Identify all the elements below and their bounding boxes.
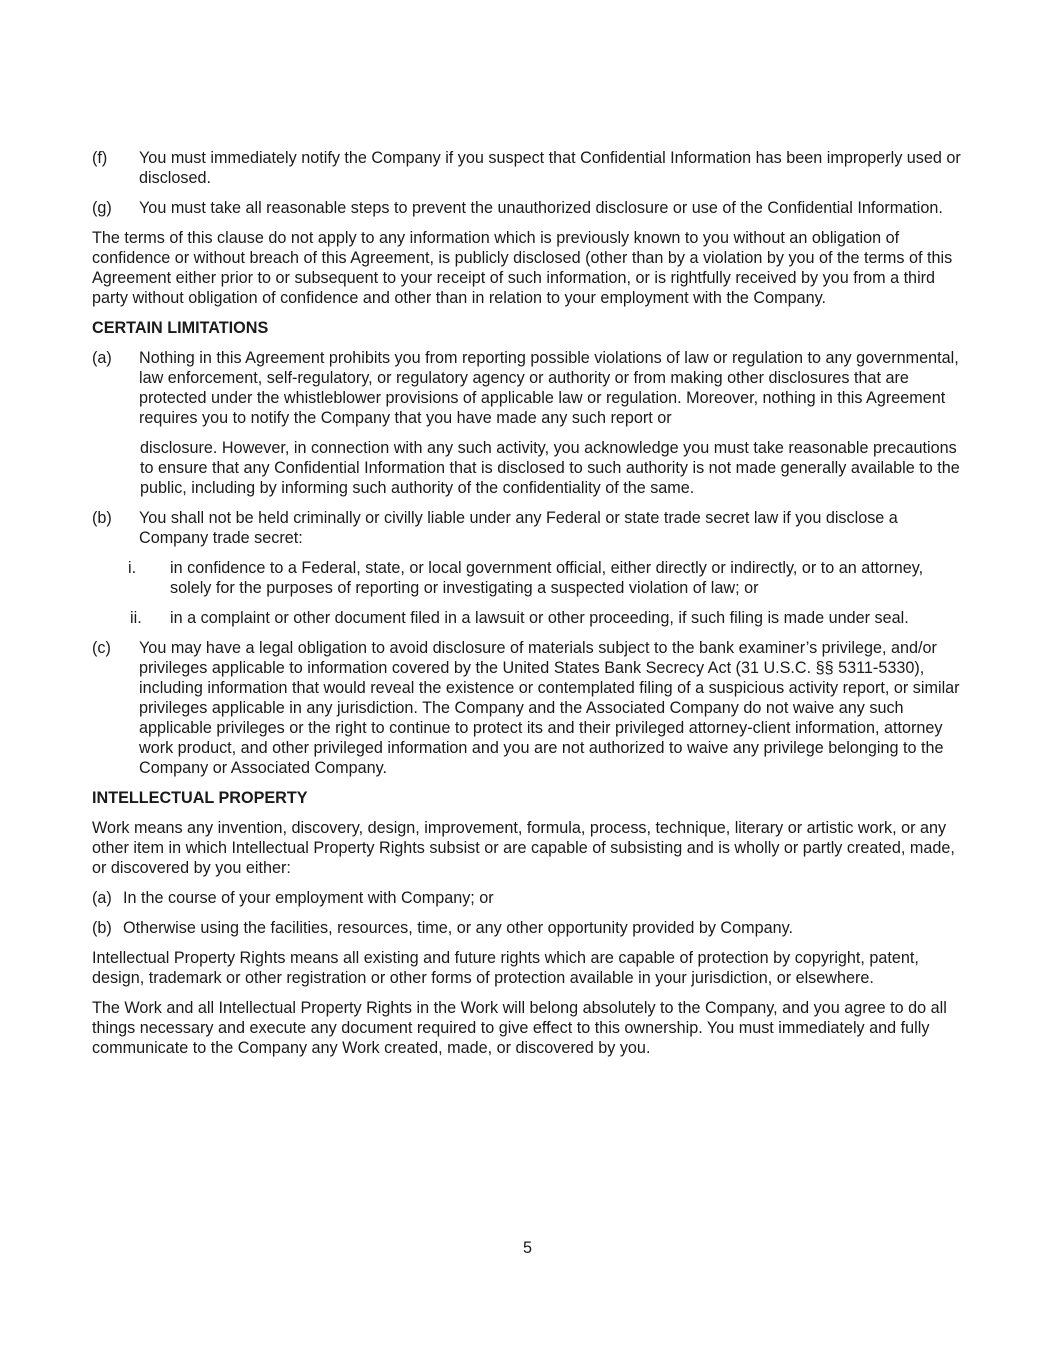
- section-heading-limitations: CERTAIN LIMITATIONS: [92, 319, 269, 337]
- limitations-item-b-i: [92, 558, 962, 598]
- list-text: You must take all reasonable steps to prevent the unauthorized disclosure or use of the Confidential Information.: [139, 199, 943, 217]
- list-label: (a): [92, 889, 112, 907]
- list-text: You must immediately notify the Company if you suspect that Confidential Information has been improperly used or disclosed.: [139, 149, 961, 187]
- list-text: in confidence to a Federal, state, or local government official, either directly or indirectly, or to an attorney, solely for the purposes of reporting or investigating a suspected violation of law; or: [170, 559, 924, 597]
- ipr-definition: Intellectual Property Rights means all existing and future rights which are capable of protection by copyright, patent, design, trademark or other registration or other forms of protection available in your jurisdiction, or elsewhere.: [92, 949, 919, 987]
- list-text: In the course of your employment with Company; or: [123, 889, 494, 907]
- page-content: [92, 148, 962, 1068]
- list-label: (a): [92, 349, 112, 367]
- limitations-item-a: [92, 348, 962, 428]
- work-definition: Work means any invention, discovery, design, improvement, formula, process, technique, literary or artistic work, or any other item in which Intellectual Property Rights subsist or are capable of subsisting and is wholly or partly created, made, or discovered by you either:: [92, 819, 955, 877]
- list-label: (g): [92, 199, 112, 217]
- list-text: in a complaint or other document filed in a lawsuit or other proceeding, if such filing is made under seal.: [170, 609, 909, 627]
- list-label: ii.: [130, 609, 142, 627]
- list-text: You shall not be held criminally or civilly liable under any Federal or state trade secret law if you disclose a Company trade secret:: [139, 509, 898, 547]
- limitations-item-c: [92, 638, 962, 778]
- list-label: (b): [92, 919, 112, 937]
- terms-paragraph: The terms of this clause do not apply to any information which is previously known to you without an obligation of confidence or without breach of this Agreement, is publicly disclosed (other than by a violation by you of the terms of this Agreement either prior to or subsequent to your receipt of such information, or is rightfully received by you from a third party without obligation of confidence and other than in relation to your employment with the Company.: [92, 229, 953, 307]
- list-label: i.: [128, 559, 137, 577]
- list-text: Nothing in this Agreement prohibits you from reporting possible violations of law or regulation to any governmental, law enforcement, self-regulatory, or regulatory agency or authority or from making other disclosures that are protected under the whistleblower provisions of applicable law or regulation. Moreover, nothing in this Agreement requires you to notify the Company that you have made any such report or: [139, 349, 959, 427]
- list-label: (c): [92, 639, 111, 657]
- ip-item-a: [92, 888, 962, 908]
- limitations-item-a-continued: disclosure. However, in connection with any such activity, you acknowledge you must take reasonable precautions to ensure that any Confidential Information that is disclosed to such authority is not made generally available to the public, including by informing such authority of the confidentiality of the same.: [140, 439, 960, 497]
- list-text: You may have a legal obligation to avoid disclosure of materials subject to the bank examiner’s privilege, and/or privileges applicable to information covered by the United States Bank Secrecy Act (31 U.S.C. §§ 5311-5330), including information that would reveal the existence or contemplated filing of a suspicious activity report, or similar privileges applicable in any jurisdiction. The Company and the Associated Company do not waive any such applicable privileges or the right to continue to protect its and their privileged attorney-client information, attorney work product, and other privileged information and you are not authorized to waive any privilege belonging to the Company or Associated Company.: [139, 639, 960, 777]
- ip-item-b: [92, 918, 962, 938]
- list-label: (f): [92, 149, 108, 167]
- list-item-g: [92, 198, 962, 218]
- limitations-item-b: [92, 508, 962, 548]
- list-text: Otherwise using the facilities, resources, time, or any other opportunity provided by Company.: [123, 919, 794, 937]
- page-number: 5: [522, 1239, 532, 1257]
- ownership-paragraph: The Work and all Intellectual Property Rights in the Work will belong absolutely to the Company, and you agree to do all things necessary and execute any document required to give effect to this ownership. You must immediately and fully communicate to the Company any Work created, made, or discovered by you.: [92, 999, 947, 1057]
- list-item-f: [92, 148, 962, 188]
- section-heading-ip: INTELLECTUAL PROPERTY: [92, 789, 308, 807]
- limitations-item-b-ii: [92, 608, 962, 628]
- list-label: (b): [92, 509, 112, 527]
